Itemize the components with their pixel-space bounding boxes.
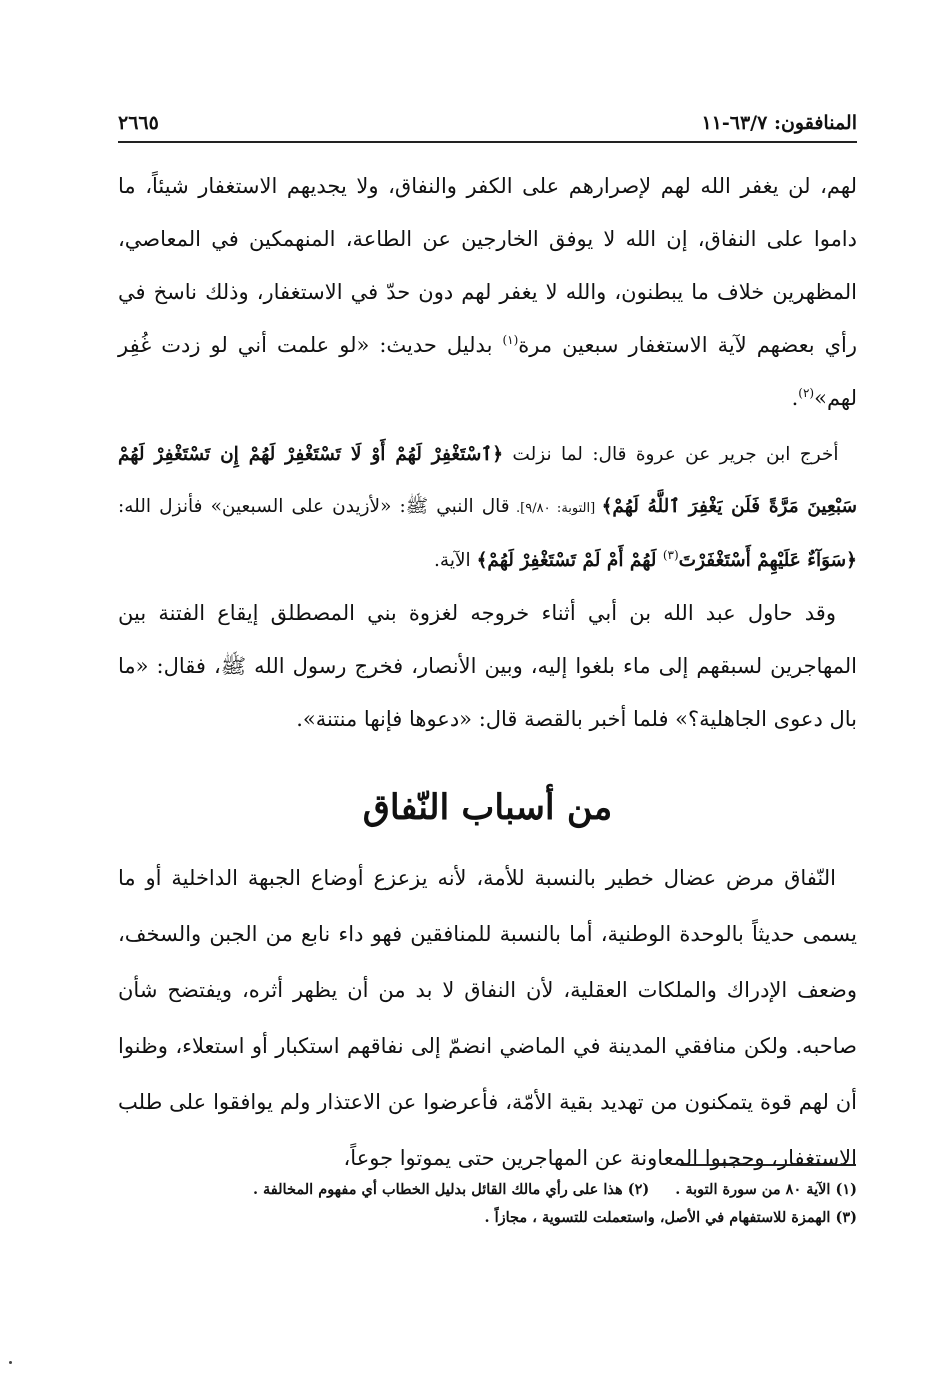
running-title: المنافقون: ٦٣/٧-١١ — [701, 112, 857, 134]
hadith-middle: قال النبي ﷺ: «لأزيدن على السبعين» فأنزل الله: — [118, 496, 510, 517]
hadith-end: الآية. — [434, 550, 477, 571]
section-heading: من أسباب النّفاق — [362, 787, 613, 828]
footnote-ref-3: (٣) — [662, 547, 679, 562]
main-text-top — [118, 160, 857, 746]
verse-reference: [التوبة: ٩/٨٠]. — [509, 501, 602, 516]
quran-verse-2: ﴿سَوَآءٌ عَلَيْهِمْ أَسْتَغْفَرْتَ — [678, 550, 857, 571]
paragraph-3 — [118, 587, 857, 746]
paragraph-1-quote: بدليل حديث: «لو علمت أني لو زدت غُفِر لهم» — [118, 333, 857, 410]
paragraph-4-text: النّفاق مرض عضال خطير بالنسبة للأمة، لأنه يزعزع أوضاع الجبهة الداخلية أو ما يسمى حديثاً بالوحدة الوطنية، أما بالنسبة للمنافقين فهو داء نابع من الجبن والسخف، وضعف الإدراك والملكات العقلية، لأن النفاق لا بد من أن يظهر أثره، ويفتضح شأن صاحبه. ولكن منافقي المدينة في الماضي انضمّ إلى نفاقهم استكبار أو استعلاء، وظنوا أن لهم قوة يتمكنون من تهديد بقية الأمّة، فأعرضوا عن الاعتذار ولم يوافقوا على طلب الاستغفار، وحجبوا المعاونة عن المهاجرين حتى يموتوا جوعاً، — [118, 866, 857, 1170]
quran-verse-1: ﴿ٱسْتَغْفِرْ لَهُمْ أَوْ لَا تَسْتَغْفِرْ لَهُمْ إِن تَسْتَغْفِرْ لَهُمْ سَبْعِينَ مَرَّةً فَلَن يَغْفِرَ ٱللَّهُ لَهُمْ﴾ — [118, 444, 857, 517]
footnote-3: (٣) الهمزة للاستفهام في الأصل، واستعملت للتسوية ، مجازاً . — [484, 1209, 857, 1226]
footnote-line-2 — [118, 1204, 857, 1232]
paragraph-1-end: . — [791, 386, 799, 410]
paragraph-4 — [118, 850, 857, 1186]
footnote-2: (٢) هذا على رأي مالك القائل بدليل الخطاب أي مفهوم المخالفة . — [252, 1181, 650, 1198]
paragraph-1 — [118, 160, 857, 425]
main-text-bottom — [118, 850, 857, 1186]
paragraph-3-text: وقد حاول عبد الله بن أبي أثناء خروجه لغزوة بني المصطلق إيقاع الفتنة بين المهاجرين لسبقهم إلى ماء بلغوا إليه، وبين الأنصار، فخرج رسول الله ﷺ، فقال: «ما بال دعوى الجاهلية؟» فلما أخبر بالقصة قال: «دعوها فإنها منتنة». — [118, 601, 857, 731]
scan-speck — [9, 1361, 12, 1364]
footnote-ref-2: (٢) — [798, 386, 815, 400]
footnote-1: (١) الآية ٨٠ من سورة التوبة . — [675, 1181, 857, 1198]
page-header — [118, 104, 857, 134]
footnote-rule — [680, 1164, 856, 1166]
header-rule — [118, 141, 857, 143]
paragraph-1-text: لهم، لن يغفر الله لهم لإصرارهم على الكفر والنفاق، ولا يجديهم الاستغفار شيئاً، ما داموا على النفاق، إن الله لا يوفق الخارجين عن الطاعة، المنهمكين في المعاصي، المظهرين خلاف ما يبطنون، والله لا يغفر لهم دون حدّ في الاستغفار، وذلك ناسخ في رأي بعضهم لآية الاستغفار سبعين مرة — [118, 174, 857, 357]
paragraph-hadith — [118, 429, 857, 587]
footnotes — [118, 1176, 857, 1232]
page-number: ٢٦٦٥ — [118, 112, 159, 134]
hadith-intro: أخرج ابن جرير عن عروة قال: لما نزلت — [503, 444, 839, 465]
quran-verse-2-end: لَهُمْ أَمْ لَمْ تَسْتَغْفِرْ لَهُمْ﴾ — [476, 550, 663, 571]
footnote-line-1 — [118, 1176, 857, 1204]
footnote-ref-1: (١) — [502, 333, 519, 347]
